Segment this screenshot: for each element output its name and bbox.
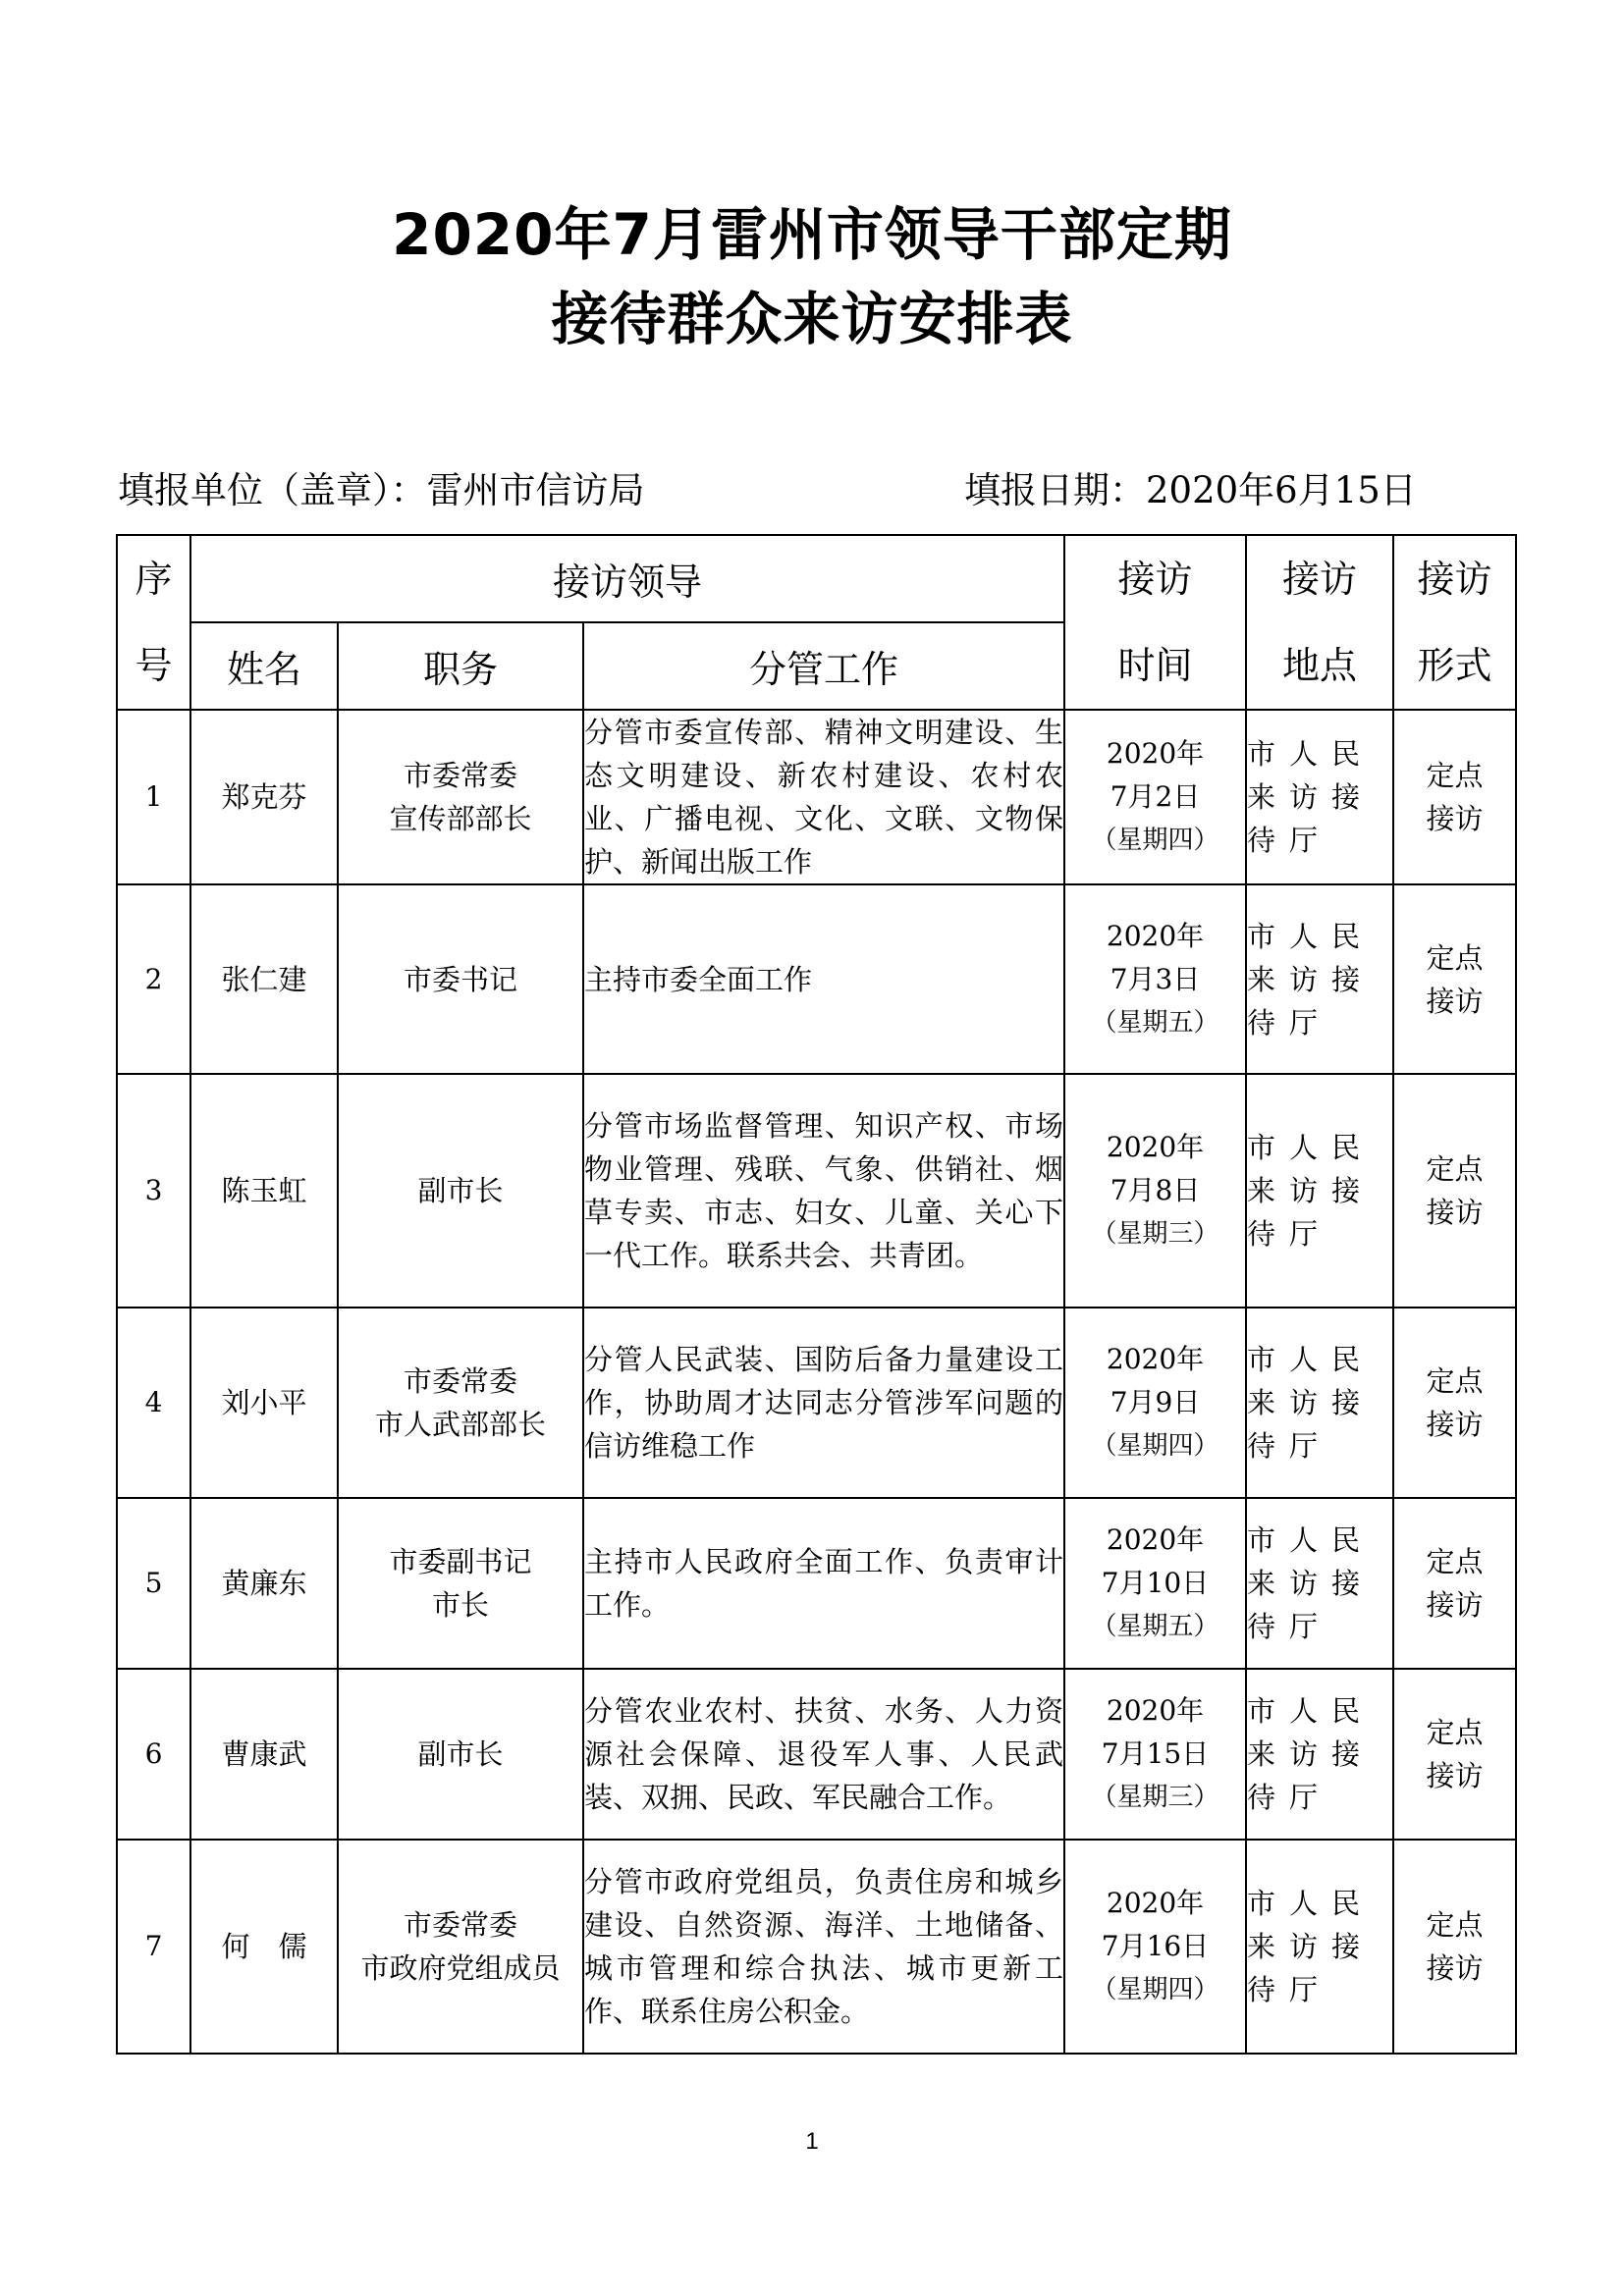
cell-place: 市人民来访接待厅 — [1246, 710, 1393, 884]
header-form-bottom: 形式 — [1417, 644, 1492, 687]
position-line: 市政府党组成员 — [360, 1951, 561, 1985]
cell-position — [338, 1308, 583, 1498]
cell-position — [338, 1840, 583, 2054]
cell-position — [338, 1498, 583, 1669]
reporting-date: 填报日期：2020年6月15日 — [964, 469, 1417, 511]
position-line: 市委常委 — [403, 1908, 517, 1942]
cell-form — [1393, 1669, 1516, 1840]
form-line: 定点 — [1426, 1152, 1484, 1186]
header-form — [1393, 535, 1516, 710]
position-line: 宣传部部长 — [389, 802, 532, 835]
form-line: 定点 — [1426, 1545, 1484, 1578]
time-date: 7月2日 — [1110, 780, 1201, 813]
cell-form — [1393, 710, 1516, 884]
header-seq-top: 序 — [135, 558, 173, 601]
time-year: 2020年 — [1106, 1887, 1205, 1919]
cell-work: 分管市政府党组员，负责住房和城乡建设、自然资源、海洋、土地储备、城市管理和综合执法、城市更新工作、联系住房公积金。 — [583, 1840, 1064, 2054]
form-line: 定点 — [1426, 1364, 1484, 1398]
cell-work: 主持市人民政府全面工作、负责审计工作。 — [583, 1498, 1064, 1669]
position-line: 市委书记 — [403, 962, 517, 996]
cell-place: 市人民来访接待厅 — [1246, 884, 1393, 1074]
cell-work: 分管人民武装、国防后备力量建设工作，协助周才达同志分管涉军问题的信访维稳工作 — [583, 1308, 1064, 1498]
position-line: 市委常委 — [403, 759, 517, 792]
table-row — [117, 710, 1516, 884]
time-date: 7月9日 — [1110, 1386, 1201, 1418]
cell-work: 分管农业农村、扶贫、水务、人力资源社会保障、退役军人事、人民武装、双拥、民政、军民融合工作。 — [583, 1669, 1064, 1840]
table-row — [117, 1308, 1516, 1498]
cell-place: 市人民来访接待厅 — [1246, 1308, 1393, 1498]
cell-name: 郑克芬 — [190, 710, 338, 884]
form-line: 定点 — [1426, 940, 1484, 975]
time-weekday: （星期五） — [1091, 1612, 1219, 1641]
position-line: 市委常委 — [403, 1364, 517, 1398]
cell-place: 市人民来访接待厅 — [1246, 1840, 1393, 2054]
form-line: 定点 — [1426, 759, 1484, 792]
cell-name: 张仁建 — [190, 884, 338, 1074]
cell-name: 曹康武 — [190, 1669, 338, 1840]
form-line: 定点 — [1426, 1716, 1484, 1749]
cell-position — [338, 884, 583, 1074]
form-line: 接访 — [1426, 1196, 1484, 1229]
table-row — [117, 884, 1516, 1074]
cell-form — [1393, 1498, 1516, 1669]
header-place — [1246, 535, 1393, 710]
table-row — [117, 1074, 1516, 1308]
cell-time — [1064, 1498, 1246, 1669]
position-line: 市委副书记 — [389, 1545, 532, 1578]
cell-place: 市人民来访接待厅 — [1246, 1669, 1393, 1840]
time-weekday: （星期四） — [1091, 826, 1219, 855]
header-form-top: 接访 — [1417, 558, 1492, 601]
time-date: 7月3日 — [1110, 962, 1201, 995]
header-time-top: 接访 — [1117, 558, 1193, 601]
form-line: 定点 — [1426, 1908, 1484, 1942]
table-row — [117, 1669, 1516, 1840]
cell-name: 刘小平 — [190, 1308, 338, 1498]
cell-time — [1064, 1308, 1246, 1498]
header-seq — [117, 535, 190, 710]
time-weekday: （星期五） — [1091, 1007, 1219, 1038]
cell-form — [1393, 1308, 1516, 1498]
time-date: 7月10日 — [1101, 1567, 1210, 1599]
position-line: 副市长 — [417, 1174, 504, 1207]
cell-seq: 6 — [117, 1669, 190, 1840]
time-weekday: （星期四） — [1091, 1431, 1219, 1461]
header-work: 分管工作 — [583, 622, 1064, 710]
time-year: 2020年 — [1106, 737, 1205, 770]
time-year: 2020年 — [1106, 1343, 1205, 1375]
title-line-2: 接待群众来访安排表 — [551, 286, 1073, 352]
report-meta — [118, 461, 1492, 520]
form-line: 接访 — [1426, 1408, 1484, 1441]
cell-place: 市人民来访接待厅 — [1246, 1498, 1393, 1669]
cell-name: 何 儒 — [190, 1840, 338, 2054]
cell-seq: 7 — [117, 1840, 190, 2054]
form-line: 接访 — [1426, 802, 1484, 835]
time-weekday: （星期四） — [1091, 1975, 1219, 2004]
cell-time — [1064, 710, 1246, 884]
time-year: 2020年 — [1106, 1131, 1205, 1163]
time-weekday: （星期三） — [1091, 1219, 1219, 1249]
header-place-bottom: 地点 — [1282, 644, 1358, 687]
table-row — [117, 1498, 1516, 1669]
cell-name: 陈玉虹 — [190, 1074, 338, 1308]
form-line: 接访 — [1426, 1951, 1484, 1985]
cell-time — [1064, 884, 1246, 1074]
cell-time — [1064, 1074, 1246, 1308]
time-weekday: （星期三） — [1091, 1783, 1219, 1812]
position-line: 副市长 — [417, 1737, 504, 1771]
header-time-bottom: 时间 — [1117, 644, 1193, 687]
position-line: 市人武部部长 — [374, 1408, 546, 1441]
time-date: 7月8日 — [1110, 1174, 1201, 1206]
cell-place: 市人民来访接待厅 — [1246, 1074, 1393, 1308]
cell-seq: 4 — [117, 1308, 190, 1498]
cell-form — [1393, 1840, 1516, 2054]
cell-name: 黄廉东 — [190, 1498, 338, 1669]
document-title — [0, 192, 1624, 361]
cell-work: 主持市委全面工作 — [583, 884, 1064, 1074]
page-number: 1 — [805, 2128, 819, 2155]
cell-time — [1064, 1840, 1246, 2054]
form-line: 接访 — [1426, 1588, 1484, 1622]
time-year: 2020年 — [1106, 919, 1205, 952]
header-time — [1064, 535, 1246, 710]
cell-position — [338, 710, 583, 884]
header-place-top: 接访 — [1282, 558, 1358, 601]
cell-form — [1393, 884, 1516, 1074]
title-line-1: 2020年7月雷州市领导干部定期 — [392, 201, 1232, 268]
reporting-unit: 填报单位（盖章）：雷州市信访局 — [118, 469, 645, 511]
schedule-table — [116, 534, 1517, 2055]
cell-position — [338, 1669, 583, 1840]
cell-seq: 5 — [117, 1498, 190, 1669]
cell-work: 分管市委宣传部、精神文明建设、生态文明建设、新农村建设、农村农业、广播电视、文化、文联、文物保护、新闻出版工作 — [583, 710, 1064, 884]
time-year: 2020年 — [1106, 1523, 1205, 1556]
cell-form — [1393, 1074, 1516, 1308]
form-line: 接访 — [1426, 984, 1484, 1018]
header-leader-group: 接访领导 — [190, 535, 1064, 622]
position-line: 市长 — [431, 1588, 489, 1622]
header-seq-bottom: 号 — [135, 644, 173, 687]
time-date: 7月15日 — [1101, 1737, 1210, 1770]
form-line: 接访 — [1426, 1759, 1484, 1792]
time-date: 7月16日 — [1101, 1930, 1210, 1962]
table-row — [117, 1840, 1516, 2054]
time-year: 2020年 — [1106, 1694, 1205, 1727]
cell-work: 分管市场监督管理、知识产权、市场物业管理、残联、气象、供销社、烟草专卖、市志、妇女、儿童、关心下一代工作。联系共会、共青团。 — [583, 1074, 1064, 1308]
header-name: 姓名 — [190, 622, 338, 710]
cell-seq: 2 — [117, 884, 190, 1074]
cell-seq: 3 — [117, 1074, 190, 1308]
cell-time — [1064, 1669, 1246, 1840]
cell-position — [338, 1074, 583, 1308]
header-position: 职务 — [338, 622, 583, 710]
cell-seq: 1 — [117, 710, 190, 884]
